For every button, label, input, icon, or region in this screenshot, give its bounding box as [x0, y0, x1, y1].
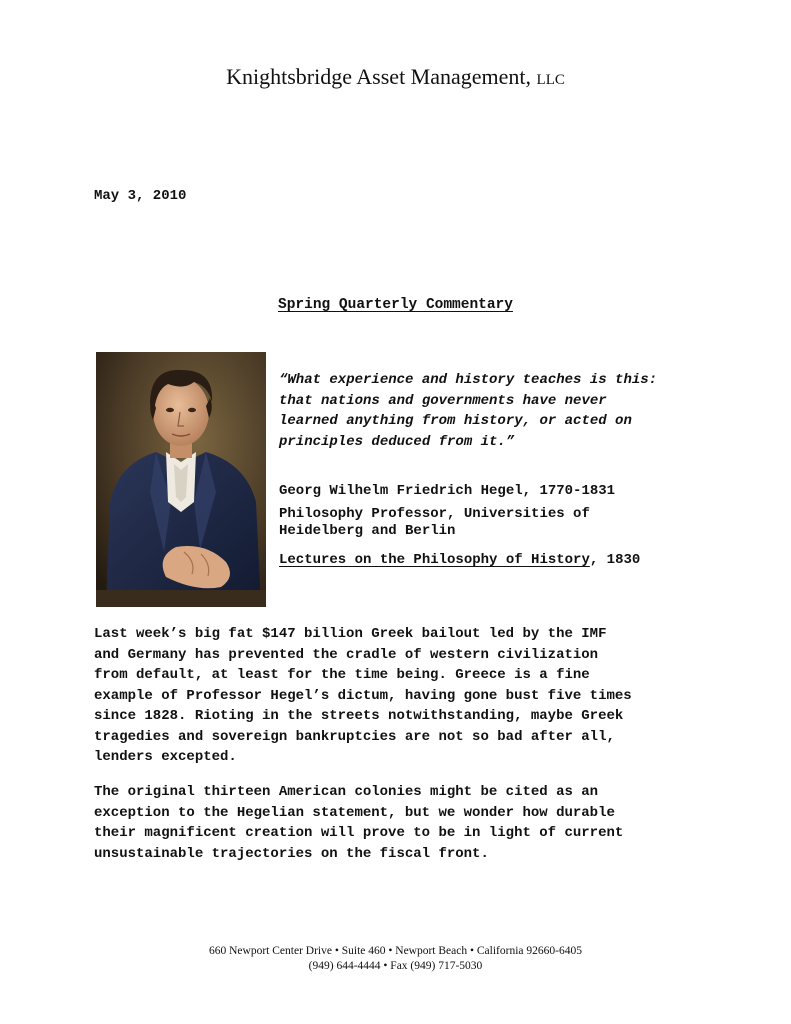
paragraph-line: tragedies and sovereign bankruptcies are not so bad after all,	[94, 728, 615, 745]
author-position	[279, 506, 659, 540]
paragraph-greek-bailout	[94, 624, 724, 768]
quote-author: Georg Wilhelm Friedrich Hegel, 1770-1831	[279, 483, 616, 499]
document-title: Spring Quarterly Commentary	[278, 297, 513, 313]
paragraph-line: their magnificent creation will prove to be in light of current	[94, 825, 624, 841]
paragraph-line: unsustainable trajectories on the fiscal front.	[94, 845, 489, 862]
paragraph-line: lenders excepted.	[94, 749, 237, 765]
paragraph-line: from default, at least for the time being. Greece is a fine	[94, 667, 590, 683]
footer-address	[0, 944, 791, 974]
source-title: Lectures on the Philosophy of History	[279, 552, 590, 568]
letter-date: May 3, 2010	[94, 188, 187, 204]
quote-line: principles deduced from it.”	[279, 433, 515, 450]
paragraph-line: since 1828. Rioting in the streets notwithstanding, maybe Greek	[94, 708, 624, 724]
hegel-portrait	[96, 352, 266, 607]
footer-phone-line: (949) 644-4444 • Fax (949) 717-5030	[308, 960, 483, 972]
quote-line: that nations and governments have never	[279, 392, 607, 409]
position-line: Philosophy Professor, Universities of	[279, 506, 590, 522]
letterhead	[0, 64, 791, 90]
paragraph-american-colonies	[94, 782, 724, 864]
paragraph-line: example of Professor Hegel’s dictum, having gone bust five times	[94, 687, 632, 704]
paragraph-line: The original thirteen American colonies might be cited as an	[94, 784, 599, 800]
position-line: Heidelberg and Berlin	[279, 523, 456, 539]
paragraph-line: Last week’s big fat $147 billion Greek bailout led by the IMF	[94, 626, 607, 642]
quote-line: “What experience and history teaches is this:	[279, 372, 658, 388]
quote-source	[279, 550, 719, 571]
footer-address-line: 660 Newport Center Drive • Suite 460 • Newport Beach • California 92660-6405	[209, 945, 582, 957]
company-suffix: LLC	[536, 72, 565, 88]
source-year: , 1830	[589, 552, 641, 568]
paragraph-line: and Germany has prevented the cradle of western civilization	[94, 646, 599, 663]
hegel-quote	[279, 370, 719, 452]
company-name: Knightsbridge Asset Management,	[226, 64, 532, 89]
paragraph-line: exception to the Hegelian statement, but we wonder how durable	[94, 804, 615, 821]
quote-line: learned anything from history, or acted on	[279, 413, 632, 429]
